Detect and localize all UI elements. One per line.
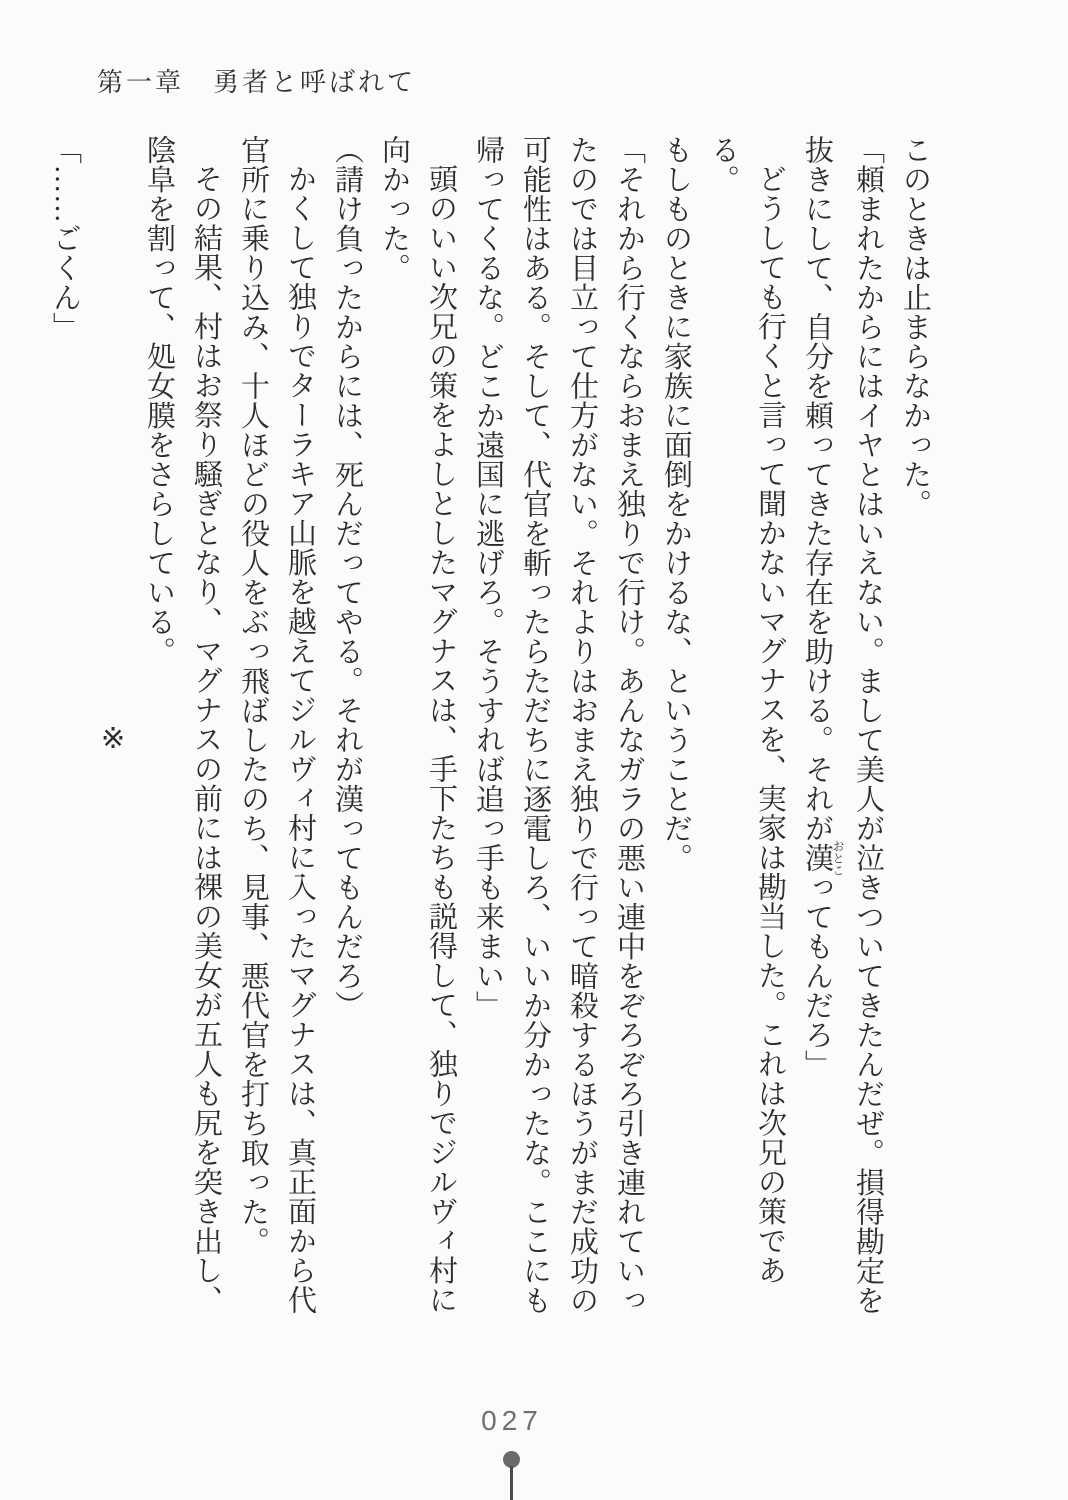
text-column: もしものときに家族に面倒をかけるな、ということだ。: [660, 135, 692, 873]
text-column: このときは止まらなかった。: [899, 135, 931, 519]
text-column: 官所に乗り込み、十人ほどの役人をぶっ飛ばしたのち、見事、悪代官を打ち取った。: [237, 135, 269, 1256]
section-separator: ※: [96, 720, 128, 755]
text-column: たのでは目立って仕方がない。それよりはおまえ独りで行って暗殺するほうがまだ成功の: [566, 135, 598, 1315]
text-column: 向かった。: [378, 135, 410, 283]
text-column: 陰阜を割って、処女膜をさらしている。: [143, 135, 175, 666]
text-column: 帰ってくるな。どこか遠国に逃げろ。そうすれば追っ手も来まい」: [472, 135, 504, 1020]
text-column: 「頼まれたからにはイヤとはいえない。まして美人が泣きついてきたんだぜ。損得勘定を: [852, 135, 884, 1315]
text-column: 「……ごくん」: [49, 135, 81, 342]
footer-line-ornament: [510, 1466, 513, 1500]
text-column: どうしても行くと言って聞かないマグナスを、実家は勘当した。これは次兄の策である。: [707, 135, 786, 1285]
text-column: 頭のいい次兄の策をよしとしたマグナスは、手下たちも説得して、独りでジルヴィ村に: [425, 164, 457, 1315]
text-block: [49, 135, 938, 1340]
text-column: その結果、村はお祭り騒ぎとなり、マグナスの前には裸の美女が五人も尻を突き出し、: [190, 164, 222, 1315]
page-number: 027: [481, 1405, 543, 1436]
text-column: 可能性はある。そして、代官を斬ったらただちに逐電しろ、いいか分かったな。ここにも: [519, 135, 551, 1315]
text-column: かくして独りでターラキア山脈を越えてジルヴィ村に入ったマグナスは、真正面から代: [284, 164, 316, 1315]
chapter-header: 第一章 勇者と呼ばれて: [97, 68, 417, 97]
text-column: 「それから行くならおまえ独りで行け。あんなガラの悪い連中をぞろぞろ引き連れていっ: [613, 135, 645, 1315]
text-column: （請け負ったからには、死んだってやる。それが漢ってもんだろ）: [331, 135, 363, 1020]
ruby-annotated-word: 漢おとこ: [801, 839, 845, 876]
text-column: 抜きにして、自分を頼ってきた存在を助ける。それが漢おとこってもんだろ」: [801, 135, 845, 1079]
